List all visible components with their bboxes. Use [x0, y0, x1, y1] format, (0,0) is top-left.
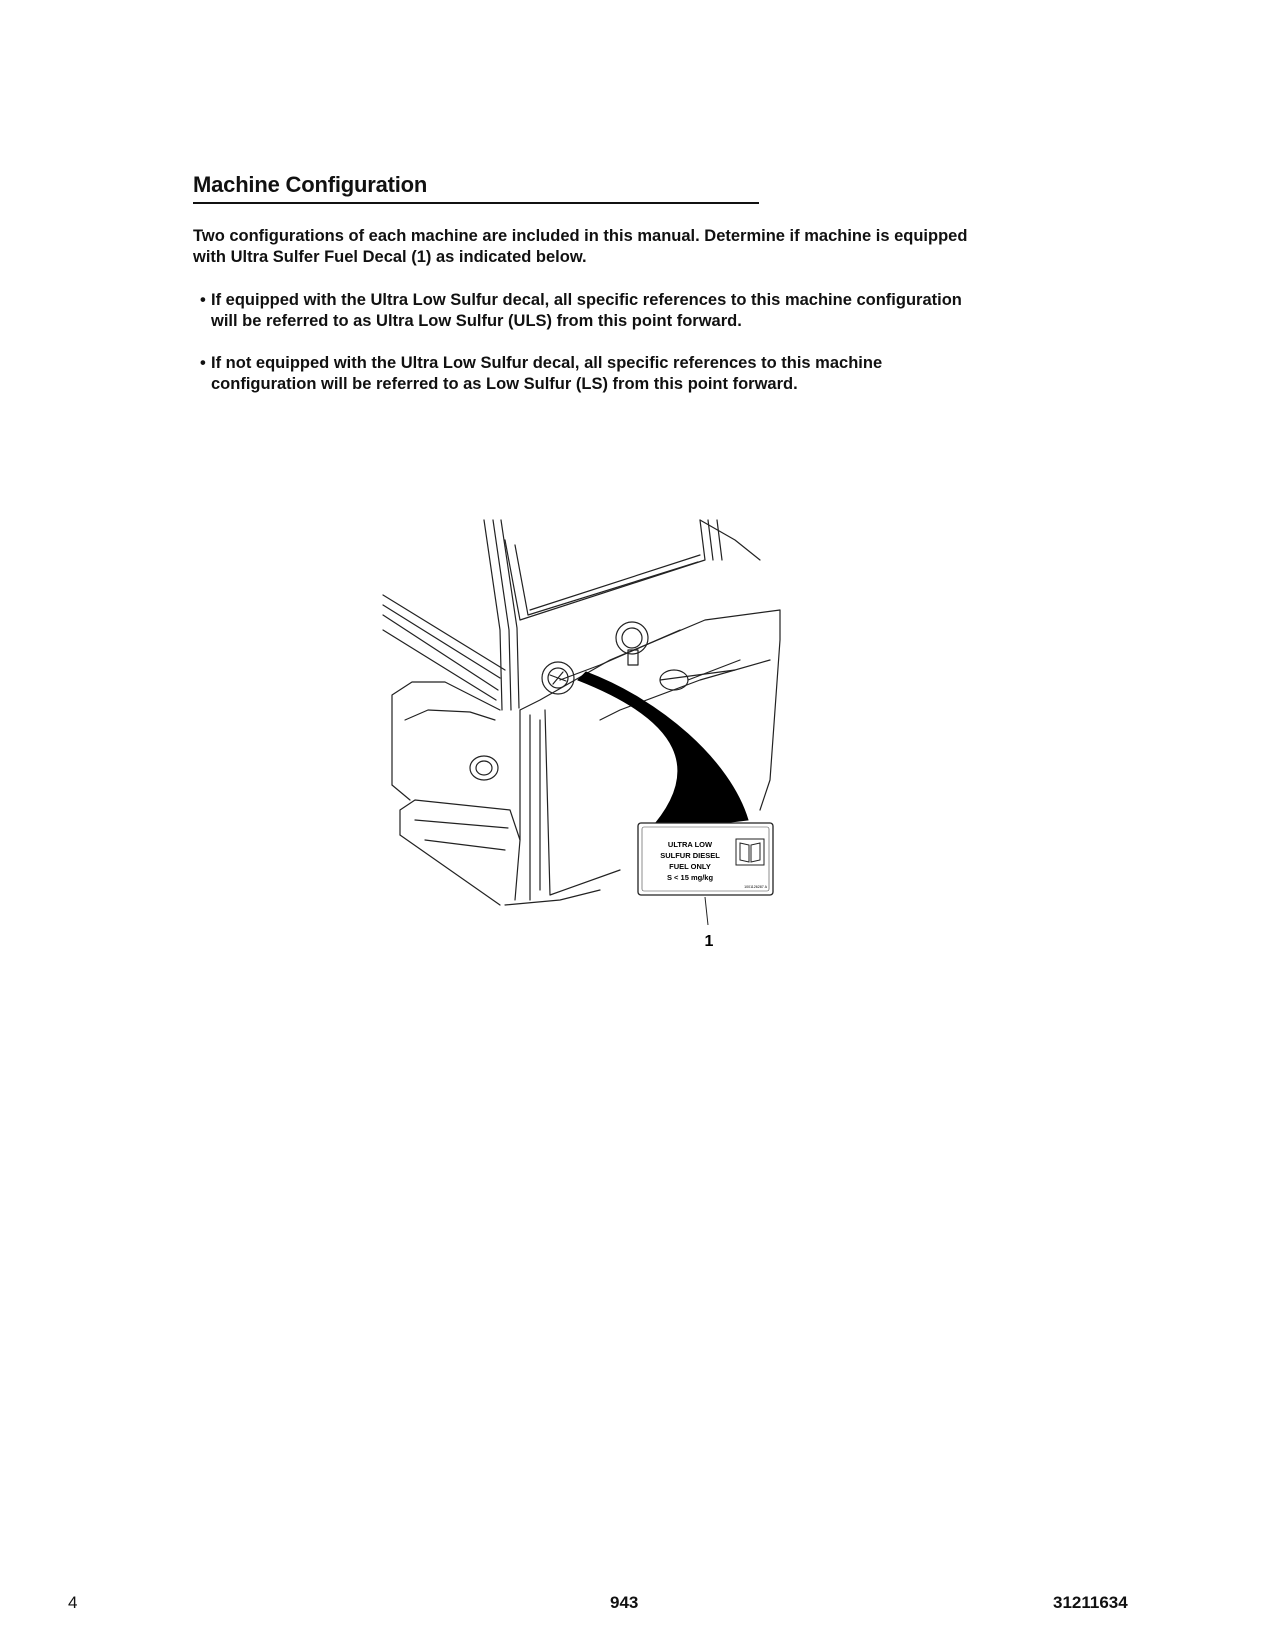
decal-line-1: ULTRA LOW — [667, 840, 713, 849]
bullet-text-uls: If equipped with the Ultra Low Sulfur decal, all specific references to this machine configuration will be referred to as Ultra Low Sulfur (ULS) from this point forward. — [211, 291, 962, 330]
bullet-icon: • — [200, 291, 206, 309]
fuel-decal — [638, 823, 773, 895]
decal-line-4: S < 15 mg/kg — [666, 873, 714, 882]
decal-part-number: 1001126287 A — [744, 885, 767, 889]
machine-decal-illustration — [370, 500, 820, 970]
callout-pointer — [578, 672, 748, 832]
bullet-icon: • — [200, 354, 206, 372]
callout-leader-line — [705, 897, 708, 925]
list-item — [200, 353, 990, 395]
footer-page-number: 943 — [610, 1593, 639, 1612]
decal-line-2: SULFUR DIESEL — [660, 851, 720, 860]
cage-post-line — [484, 520, 502, 710]
footer-page-index: 4 — [68, 1593, 78, 1612]
bullet-text-ls: If not equipped with the Ultra Low Sulfur decal, all specific references to this machine configuration will be referred to as Low Sulfur (LS) from this point forward. — [211, 354, 883, 393]
intro-paragraph: Two configurations of each machine are included in this manual. Determine if machine is equipped with Ultra Sulfer Fuel Decal (1) as indicated below. — [193, 227, 968, 266]
list-item — [200, 290, 990, 332]
footer-document-number: 31211634 — [1053, 1593, 1128, 1612]
configuration-list — [200, 290, 990, 416]
section-title: Machine Configuration — [193, 172, 759, 204]
decal-line-3: FUEL ONLY — [669, 862, 711, 871]
callout-number: 1 — [704, 933, 714, 950]
